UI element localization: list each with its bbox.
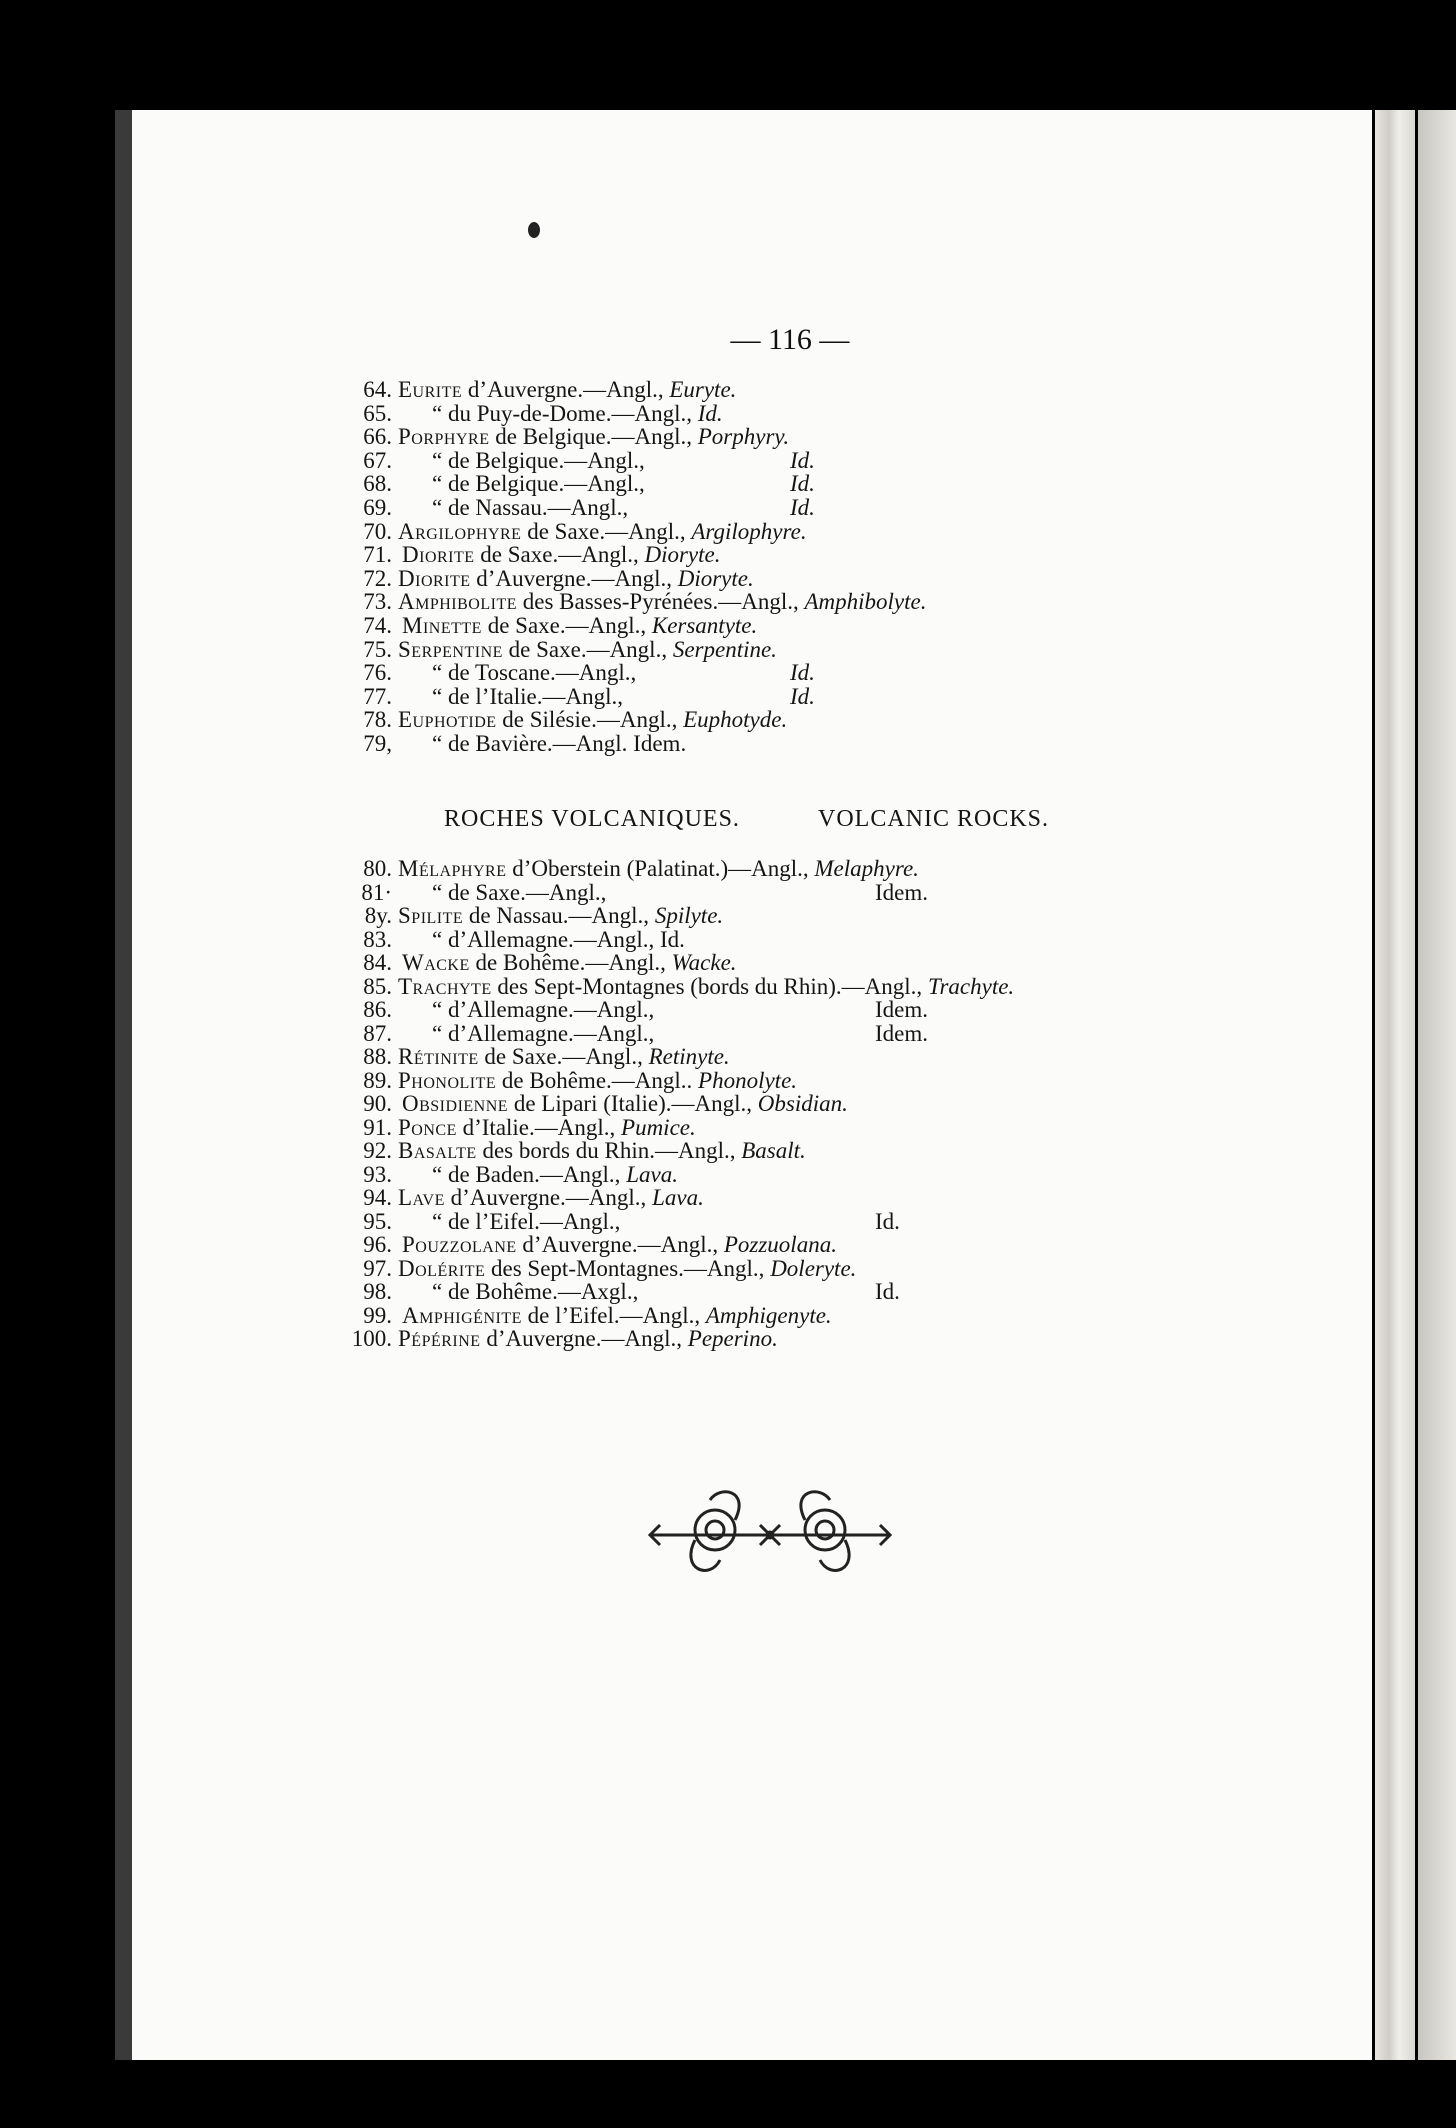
entry-row [330,1185,1130,1211]
english-name: Retinyte. [648,1044,730,1069]
entry-description: “ d’Allemagne.—Angl., [432,1020,655,1046]
entry-number: 90. [363,1091,392,1116]
entry-text [432,660,636,686]
entry-number: 84. [363,950,392,975]
entry-row [330,448,1130,474]
entry-number: 88. [363,1044,392,1069]
entry-row [330,950,1130,976]
entry-number: 79, [363,731,392,756]
entry-number: 85. [363,973,392,999]
rock-name: Argilophyre [398,518,522,544]
english-name: Melaphyre. [814,856,919,881]
rock-name: Phonolite [398,1067,497,1093]
rock-name: Pépérine [398,1326,481,1351]
entry-number: 80. [363,856,392,881]
rock-name: Eurite [398,377,463,402]
english-name: Euphotyde. [683,707,788,733]
decorative-ornament [640,1480,900,1590]
entry-number: 92. [363,1138,392,1163]
entry-text [398,856,919,882]
entry-number: 71. [363,542,392,568]
entry-idem: Idem. [875,879,929,905]
rock-name: Serpentine [398,636,503,662]
entry-description: des bords du Rhin.—Angl., [476,1138,742,1163]
rock-name: Dolérite [398,1255,486,1281]
rock-name: Wacke [402,950,470,975]
rock-name: Trachyte [398,973,492,999]
entry-row [330,1256,1130,1282]
entry-row [330,401,1130,427]
entry-idem: Id. [790,660,815,686]
entry-description: de Nassau.—Angl., [463,903,655,928]
english-name: Lava. [626,1161,678,1187]
entry-description: “ de Toscane.—Angl., [432,660,637,686]
entry-idem: Id. [875,1208,900,1234]
english-name: Amphibolyte. [804,589,927,615]
entry-description: d’Oberstein (Palatinat.)—Angl., [506,856,815,881]
entry-text [398,707,787,733]
entry-text [432,495,628,521]
entry-description: “ d’Allemagne.—Angl., [432,997,655,1022]
english-name: Serpentine. [672,636,777,662]
entry-number: 100. [351,1326,392,1351]
english-name: Id. [697,400,723,426]
entry-number: 65. [363,400,392,426]
entry-number: 67. [363,447,392,473]
entry-description: d’Auvergne.—Angl., [516,1232,724,1257]
entry-number: 64. [363,377,392,402]
entry-row [330,1209,1130,1235]
entry-number: 89. [363,1067,392,1093]
rock-name: Amphigénite [402,1302,522,1328]
entry-row [330,1138,1130,1164]
entry-text [398,1044,730,1070]
entry-number: 94. [363,1185,392,1210]
entry-description: “ de l’Italie.—Angl., [432,683,623,709]
entry-number: 86. [363,997,392,1022]
entry-text [432,471,645,497]
entry-text [432,1209,620,1235]
entry-row [330,927,1130,953]
entry-text [432,1279,638,1305]
rock-name: Ponce [398,1114,457,1140]
entry-number: 99. [363,1302,392,1328]
page-edge-strip-outer [1418,110,1456,2060]
rock-name: Lave [398,1185,445,1210]
entry-row [330,519,1130,545]
entry-text [398,566,754,592]
section-heading-fr: ROCHES VOLCANIQUES. [444,806,740,832]
entry-description: d’Italie.—Angl., [456,1114,622,1140]
english-name: Argilophyre. [691,518,807,544]
entry-row [330,471,1130,497]
entry-row [330,589,1130,615]
english-name: Phonolyte. [698,1067,798,1093]
entry-number: 72. [363,565,392,591]
entry-text [398,519,807,545]
entry-text [398,1068,797,1094]
entry-number: 69. [363,495,392,520]
entry-number: 83. [363,926,392,952]
entry-text [402,1232,837,1258]
rock-name: Diorite [402,542,475,568]
rock-name: Spilite [398,903,464,928]
entry-number: 8y. [364,903,392,928]
entry-number: 97. [363,1255,392,1281]
page-number: — 116 — [730,323,850,356]
entry-text [398,974,1014,1000]
entry-row [330,637,1130,663]
entry-number: 81· [361,879,392,905]
entry-row [330,731,1130,757]
entry-description: d’Auvergne.—Angl., [462,377,670,402]
entry-idem: Id. [790,471,815,497]
entry-row [330,903,1130,929]
entry-description: “ de Bohême.—Axgl., [432,1279,639,1304]
english-name: Pumice. [621,1114,696,1140]
entry-description: de Saxe.—Angl., [474,542,645,568]
entry-row [330,542,1130,568]
entry-idem: Idem. [875,1020,929,1046]
entry-description: d’Auvergne.—Angl., [470,565,678,591]
entry-text [398,1185,704,1211]
entry-text [432,1162,678,1188]
entry-idem: Idem. [875,997,929,1022]
entry-text [398,1115,696,1141]
rock-name: Pouzzolane [402,1232,517,1257]
entry-text [398,1326,778,1352]
entry-row [330,1044,1130,1070]
entry-row [330,495,1130,521]
entry-description: “ de l’Eifel.—Angl., [432,1208,621,1234]
entry-row [330,1232,1130,1258]
entry-description: de Saxe.—Angl., [481,613,652,638]
rock-name: Porphyre [398,424,490,450]
entry-description: “ de Nassau.—Angl., [432,495,629,520]
entry-number: 91. [363,1114,392,1140]
english-name: Doleryte. [770,1255,857,1281]
entry-number: 68. [363,471,392,497]
entry-idem: Id. [790,447,815,473]
entry-description: des Sept-Montagnes (bords du Rhin).—Angl., [491,973,928,999]
entry-text [398,589,926,615]
entry-row [330,707,1130,733]
entry-row [330,1303,1130,1329]
entry-text [402,542,720,568]
entry-number: 98. [363,1279,392,1304]
rock-name: Rétinite [398,1044,479,1069]
english-name: Spilyte. [654,903,724,928]
entry-row [330,613,1130,639]
entry-row [330,684,1130,710]
entry-text [398,1256,856,1282]
entry-row [330,1068,1130,1094]
english-name: Trachyte. [927,973,1015,999]
entry-row [330,660,1130,686]
entry-text [398,903,723,929]
entry-description: des Basses-Pyrénées.—Angl., [517,589,805,615]
english-name: Peperino. [687,1326,778,1351]
entry-text [398,1138,806,1164]
entry-number: 76. [363,660,392,686]
entry-description: d’Auvergne.—Angl., [444,1185,653,1210]
english-name: Dioryte. [644,542,721,568]
entry-number: 70. [363,518,392,544]
entry-description: de Saxe.—Angl., [521,518,692,544]
entry-row [330,856,1130,882]
english-name: Porphyry. [697,424,790,450]
entry-row [330,424,1130,450]
entry-number: 77. [363,683,392,709]
entry-row [330,1162,1130,1188]
page-edge-strip [1375,110,1415,2060]
entry-text [432,448,645,474]
entry-description: de Belgique.—Angl., [489,424,698,450]
entry-idem: Id. [790,495,815,520]
entry-row [330,997,1130,1023]
english-name: Basalt. [741,1138,806,1163]
entry-number: 74. [363,613,392,638]
rock-name: Minette [402,613,482,638]
entry-description: d’Auvergne.—Angl., [480,1326,688,1351]
rock-name: Euphotide [398,707,497,733]
entry-description: “ de Saxe.—Angl., [432,879,607,905]
entry-text [432,401,723,427]
entry-row [330,1115,1130,1141]
entry-text [432,731,686,757]
entry-text [432,684,623,710]
entry-text [432,1021,654,1047]
entry-row [330,1021,1130,1047]
entry-description: “ de Belgique.—Angl., [432,471,645,497]
entry-row [330,1279,1130,1305]
entry-description: “ de Baden.—Angl., [432,1161,627,1187]
entry-description: de Lipari (Italie).—Angl., [508,1091,758,1116]
rock-name: Diorite [398,565,471,591]
section-heading-en: VOLCANIC ROCKS. [818,806,1050,832]
entry-number: 73. [363,589,392,615]
entry-text [402,950,737,976]
english-name: Wacke. [671,950,737,975]
entry-idem: Id. [875,1279,900,1304]
rock-name: Amphibolite [398,589,517,615]
entry-row [330,974,1130,1000]
entry-number: 93. [363,1161,392,1187]
entry-description: de Saxe.—Angl., [478,1044,649,1069]
entry-description: de Saxe.—Angl., [502,636,673,662]
entry-number: 87. [363,1020,392,1046]
entry-number: 66. [363,424,392,450]
entry-row [330,377,1130,403]
entry-number: 95. [363,1208,392,1234]
entry-text [398,637,777,663]
entry-description: de Bohême.—Angl.. [496,1067,699,1093]
entry-description: “ d’Allemagne.—Angl., Id. [432,926,685,952]
entry-description: de l’Eifel.—Angl., [521,1302,706,1328]
entry-description: “ de Belgique.—Angl., [432,447,645,473]
entry-text [402,613,757,639]
entry-description: “ du Puy-de-Dome.—Angl., [432,400,698,426]
entry-row [330,1091,1130,1117]
entry-description: de Bohême.—Angl., [469,950,672,975]
english-name: Lava. [652,1185,704,1210]
entry-description: de Silésie.—Angl., [496,707,684,733]
english-name: Dioryte. [677,565,754,591]
entry-text [432,927,685,953]
entry-description: des Sept-Montagnes.—Angl., [485,1255,771,1281]
english-name: Pozzuolana. [723,1232,837,1257]
entry-text [398,377,736,403]
entry-number: 96. [363,1232,392,1257]
entry-text [402,1091,848,1117]
entry-row [330,566,1130,592]
entry-text [402,1303,832,1329]
ink-speck [528,222,540,238]
rock-name: Basalte [398,1138,477,1163]
rock-name: Mélaphyre [398,856,507,881]
entry-number: 75. [363,636,392,662]
english-name: Amphigenyte. [705,1302,832,1328]
entry-idem: Id. [790,683,815,709]
entry-row [330,1326,1130,1352]
english-name: Euryte. [669,377,737,402]
entry-row [330,880,1130,906]
entry-text [432,880,606,906]
entry-description: “ de Bavière.—Angl. Idem. [432,731,687,756]
entry-text [432,997,654,1023]
entry-text [398,424,789,450]
english-name: Kersantyte. [651,613,758,638]
entry-number: 78. [363,707,392,733]
rock-name: Obsidienne [402,1091,509,1116]
english-name: Obsidian. [757,1091,848,1116]
